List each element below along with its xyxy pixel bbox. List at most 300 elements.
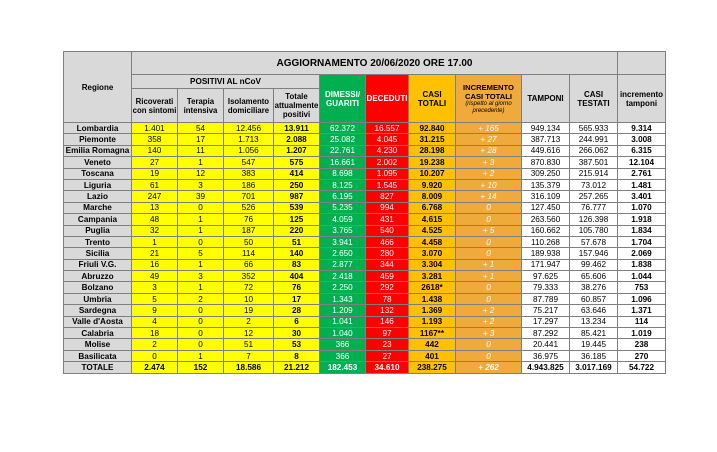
table-body [64, 123, 666, 374]
cell-inc: + 28 [456, 145, 522, 156]
cell-casi: 8.009 [409, 191, 456, 202]
header-incremento-tamponi: incremento tamponi [618, 75, 666, 123]
header-casi-totali: CASI TOTALI [409, 75, 456, 123]
cell-tot: 51 [274, 236, 320, 247]
cell-inc: 0 [456, 236, 522, 247]
cell-region: Trento [64, 236, 132, 247]
cell-test: 38.276 [570, 282, 618, 293]
cell-ter: 0 [178, 316, 224, 327]
cell-dim: 3.941 [320, 236, 366, 247]
cell-dec: 459 [366, 271, 409, 282]
cell-dim: 366 [320, 339, 366, 350]
cell-test: 63.646 [570, 305, 618, 316]
cell-ter: 17 [178, 134, 224, 145]
cell-tam: 20.441 [522, 339, 570, 350]
cell-region: Calabria [64, 328, 132, 339]
cell-casi: 9.920 [409, 179, 456, 190]
cell-region: Basilicata [64, 350, 132, 361]
cell-inct: 1.918 [618, 214, 666, 225]
cell-inct: 1.019 [618, 328, 666, 339]
cell-inc: + 2 [456, 316, 522, 327]
cell-tot: 2.088 [274, 134, 320, 145]
cell-tot: 575 [274, 157, 320, 168]
cell-dec: 1.095 [366, 168, 409, 179]
header-casi-testati: CASI TESTATI [570, 75, 618, 123]
cell-tam: 189.938 [522, 248, 570, 259]
cell-iso: 352 [224, 271, 274, 282]
table-row [64, 157, 666, 168]
cell-inct: 6.315 [618, 145, 666, 156]
cell-ter: 1 [178, 259, 224, 270]
table-row [64, 145, 666, 156]
cell-dim: 16.661 [320, 157, 366, 168]
cell-dec: 1.545 [366, 179, 409, 190]
cell-casi: 401 [409, 350, 456, 361]
cell-test: 266.062 [570, 145, 618, 156]
cell-ric: 21 [132, 248, 178, 259]
cell-iso: 2 [224, 316, 274, 327]
table-row [64, 236, 666, 247]
cell-tam: 449.616 [522, 145, 570, 156]
cell-inc: 0 [456, 248, 522, 259]
cell-inct: 3.401 [618, 191, 666, 202]
cell-tot: 539 [274, 202, 320, 213]
cell-tam: 97.625 [522, 271, 570, 282]
cell-inct: 753 [618, 282, 666, 293]
cell-tot: 83 [274, 259, 320, 270]
cell-dec: 78 [366, 293, 409, 304]
cell-inct: 238 [618, 339, 666, 350]
cell-casi: 10.207 [409, 168, 456, 179]
cell-iso: 66 [224, 259, 274, 270]
cell-inct: 9.314 [618, 123, 666, 134]
cell-ter: 39 [178, 191, 224, 202]
cell-iso: 186 [224, 179, 274, 190]
header-positivi: POSITIVI AL nCoV [132, 75, 320, 89]
cell-dec: 280 [366, 248, 409, 259]
cell-ric: 140 [132, 145, 178, 156]
table-row [64, 134, 666, 145]
cell-tot: 414 [274, 168, 320, 179]
cell-dec: 146 [366, 316, 409, 327]
cell-iso: 76 [224, 214, 274, 225]
cell-ter: 1 [178, 350, 224, 361]
cell-dec: 827 [366, 191, 409, 202]
cell-tam: 171.947 [522, 259, 570, 270]
cell-casi: 238.275 [409, 362, 456, 373]
table-row [64, 339, 666, 350]
header-ricoverati: Ricoverati con sintomi [132, 89, 178, 123]
cell-ric: 1 [132, 236, 178, 247]
cell-ric: 1.401 [132, 123, 178, 134]
cell-region: Piemonte [64, 134, 132, 145]
cell-dim: 1.343 [320, 293, 366, 304]
cell-ter: 1 [178, 225, 224, 236]
cell-dim: 8.698 [320, 168, 366, 179]
cell-ter: 152 [178, 362, 224, 373]
cell-iso: 1.713 [224, 134, 274, 145]
table-row [64, 328, 666, 339]
cell-dec: 540 [366, 225, 409, 236]
cell-dec: 994 [366, 202, 409, 213]
cell-dim: 366 [320, 350, 366, 361]
cell-inc: 0 [456, 293, 522, 304]
cell-dec: 2.002 [366, 157, 409, 168]
cell-dec: 27 [366, 350, 409, 361]
cell-dec: 34.610 [366, 362, 409, 373]
cell-tam: 316.109 [522, 191, 570, 202]
cell-tam: 87.292 [522, 328, 570, 339]
cell-casi: 1.193 [409, 316, 456, 327]
table-row [64, 214, 666, 225]
cell-region: Lazio [64, 191, 132, 202]
cell-ter: 5 [178, 248, 224, 259]
cell-ric: 48 [132, 214, 178, 225]
cell-test: 215.914 [570, 168, 618, 179]
cell-iso: 12.456 [224, 123, 274, 134]
cell-tam: 4.943.825 [522, 362, 570, 373]
cell-ter: 3 [178, 271, 224, 282]
cell-dim: 6.195 [320, 191, 366, 202]
table-row [64, 225, 666, 236]
cell-tot: 1.207 [274, 145, 320, 156]
cell-iso: 12 [224, 328, 274, 339]
cell-ter: 54 [178, 123, 224, 134]
cell-test: 19.445 [570, 339, 618, 350]
cell-tam: 135.379 [522, 179, 570, 190]
cell-region: Veneto [64, 157, 132, 168]
cell-casi: 31.215 [409, 134, 456, 145]
cell-tot: 53 [274, 339, 320, 350]
cell-dim: 2.418 [320, 271, 366, 282]
cell-test: 76.777 [570, 202, 618, 213]
cell-test: 36.185 [570, 350, 618, 361]
cell-ter: 12 [178, 168, 224, 179]
cell-dim: 1.209 [320, 305, 366, 316]
cell-tam: 110.268 [522, 236, 570, 247]
cell-ter: 0 [178, 339, 224, 350]
cell-ric: 4 [132, 316, 178, 327]
cell-casi: 1.438 [409, 293, 456, 304]
cell-inc: + 1 [456, 259, 522, 270]
cell-tot: 8 [274, 350, 320, 361]
cell-casi: 442 [409, 339, 456, 350]
cell-iso: 547 [224, 157, 274, 168]
cell-inct: 54.722 [618, 362, 666, 373]
data-table [63, 51, 666, 374]
cell-tam: 75.217 [522, 305, 570, 316]
header-incremento-label: INCREMENTO CASI TOTALI [463, 82, 514, 101]
cell-ric: 18 [132, 328, 178, 339]
cell-tot: 30 [274, 328, 320, 339]
cell-test: 3.017.169 [570, 362, 618, 373]
cell-iso: 18.586 [224, 362, 274, 373]
cell-ric: 5 [132, 293, 178, 304]
table-row [64, 282, 666, 293]
cell-tot: 250 [274, 179, 320, 190]
cell-dim: 25.082 [320, 134, 366, 145]
cell-ric: 358 [132, 134, 178, 145]
cell-ter: 0 [178, 305, 224, 316]
header-terapia: Terapia intensiva [178, 89, 224, 123]
header-dimessi: DIMESSI/ GUARITI [320, 75, 366, 123]
cell-inct: 2.069 [618, 248, 666, 259]
cell-inct: 1.481 [618, 179, 666, 190]
cell-inct: 1.371 [618, 305, 666, 316]
cell-test: 387.501 [570, 157, 618, 168]
cell-tot: 21.212 [274, 362, 320, 373]
cell-inc: + 27 [456, 134, 522, 145]
cell-dec: 23 [366, 339, 409, 350]
cell-casi: 3.070 [409, 248, 456, 259]
cell-region: Valle d'Aosta [64, 316, 132, 327]
cell-inct: 1.704 [618, 236, 666, 247]
cell-inc: 0 [456, 202, 522, 213]
cell-inc: + 3 [456, 157, 522, 168]
cell-ric: 61 [132, 179, 178, 190]
cell-inct: 1.096 [618, 293, 666, 304]
cell-dim: 62.372 [320, 123, 366, 134]
cell-casi: 28.198 [409, 145, 456, 156]
cell-iso: 701 [224, 191, 274, 202]
header-incremento [456, 75, 522, 123]
cell-dec: 466 [366, 236, 409, 247]
cell-tot: 987 [274, 191, 320, 202]
cell-ter: 1 [178, 282, 224, 293]
cell-test: 244.991 [570, 134, 618, 145]
table-row [64, 350, 666, 361]
cell-inc: + 5 [456, 225, 522, 236]
cell-inct: 1.838 [618, 259, 666, 270]
cell-ter: 0 [178, 202, 224, 213]
cell-tot: 76 [274, 282, 320, 293]
cell-region: Campania [64, 214, 132, 225]
cell-tot: 220 [274, 225, 320, 236]
cell-inc: + 10 [456, 179, 522, 190]
header-isolamento: Isolamento domiciliare [224, 89, 274, 123]
table-row [64, 248, 666, 259]
cell-casi: 3.304 [409, 259, 456, 270]
cell-inc: + 2 [456, 305, 522, 316]
cell-inc: 0 [456, 214, 522, 225]
cell-region: Molise [64, 339, 132, 350]
cell-iso: 51 [224, 339, 274, 350]
cell-region: Liguria [64, 179, 132, 190]
cell-tot: 125 [274, 214, 320, 225]
cell-region: Friuli V.G. [64, 259, 132, 270]
cell-ric: 32 [132, 225, 178, 236]
cell-tam: 160.662 [522, 225, 570, 236]
cell-dim: 4.059 [320, 214, 366, 225]
cell-tam: 870.830 [522, 157, 570, 168]
cell-dim: 182.453 [320, 362, 366, 373]
cell-dim: 1.040 [320, 328, 366, 339]
cell-ric: 247 [132, 191, 178, 202]
table-row [64, 191, 666, 202]
cell-tam: 79.333 [522, 282, 570, 293]
table-row [64, 179, 666, 190]
covid-report [63, 51, 666, 374]
cell-casi: 4.615 [409, 214, 456, 225]
cell-region: Lombardia [64, 123, 132, 134]
cell-tot: 404 [274, 271, 320, 282]
table-row [64, 293, 666, 304]
cell-dec: 4.230 [366, 145, 409, 156]
cell-dim: 2.250 [320, 282, 366, 293]
cell-tot: 17 [274, 293, 320, 304]
cell-tot: 13.911 [274, 123, 320, 134]
cell-tot: 140 [274, 248, 320, 259]
header-totale-positivi: Totale attualmente positivi [274, 89, 320, 123]
cell-test: 73.012 [570, 179, 618, 190]
cell-casi: 1167** [409, 328, 456, 339]
cell-dim: 22.761 [320, 145, 366, 156]
cell-dec: 132 [366, 305, 409, 316]
cell-region: Umbria [64, 293, 132, 304]
cell-tot: 6 [274, 316, 320, 327]
cell-region: TOTALE [64, 362, 132, 373]
cell-test: 257.265 [570, 191, 618, 202]
cell-iso: 50 [224, 236, 274, 247]
cell-region: Marche [64, 202, 132, 213]
report-title: AGGIORNAMENTO 20/06/2020 ORE 17.00 [132, 52, 618, 75]
cell-ter: 2 [178, 293, 224, 304]
cell-tam: 87.789 [522, 293, 570, 304]
cell-ric: 2 [132, 339, 178, 350]
cell-ric: 16 [132, 259, 178, 270]
cell-tot: 28 [274, 305, 320, 316]
cell-casi: 4.458 [409, 236, 456, 247]
cell-tam: 263.560 [522, 214, 570, 225]
cell-ric: 0 [132, 350, 178, 361]
cell-inc: 0 [456, 350, 522, 361]
cell-test: 565.933 [570, 123, 618, 134]
table-row [64, 202, 666, 213]
cell-ter: 3 [178, 179, 224, 190]
cell-casi: 1.369 [409, 305, 456, 316]
cell-ter: 0 [178, 236, 224, 247]
cell-inct: 1.070 [618, 202, 666, 213]
cell-inc: + 1 [456, 271, 522, 282]
cell-test: 126.398 [570, 214, 618, 225]
cell-inc: + 14 [456, 191, 522, 202]
table-row [64, 271, 666, 282]
cell-tam: 309.250 [522, 168, 570, 179]
cell-iso: 1.056 [224, 145, 274, 156]
cell-ter: 0 [178, 328, 224, 339]
cell-ter: 1 [178, 214, 224, 225]
cell-dec: 97 [366, 328, 409, 339]
cell-test: 157.946 [570, 248, 618, 259]
cell-ric: 19 [132, 168, 178, 179]
cell-tam: 949.134 [522, 123, 570, 134]
cell-casi: 19.238 [409, 157, 456, 168]
cell-inct: 1.044 [618, 271, 666, 282]
header-incremento-note: (rispetto al giorno precedente) [465, 100, 512, 114]
table-row [64, 123, 666, 134]
cell-casi: 4.525 [409, 225, 456, 236]
cell-ter: 1 [178, 157, 224, 168]
cell-inc: + 165 [456, 123, 522, 134]
table-row [64, 305, 666, 316]
header-tamponi: TAMPONI [522, 75, 570, 123]
cell-dec: 431 [366, 214, 409, 225]
cell-dec: 16.557 [366, 123, 409, 134]
cell-dec: 292 [366, 282, 409, 293]
cell-dec: 344 [366, 259, 409, 270]
cell-region: Toscana [64, 168, 132, 179]
cell-inct: 12.104 [618, 157, 666, 168]
table-row [64, 259, 666, 270]
cell-inc: + 2 [456, 168, 522, 179]
cell-dim: 2.650 [320, 248, 366, 259]
header-blank [618, 52, 666, 75]
cell-inct: 2.761 [618, 168, 666, 179]
table-row [64, 316, 666, 327]
header-deceduti: DECEDUTI [366, 75, 409, 123]
cell-test: 105.780 [570, 225, 618, 236]
cell-test: 13.234 [570, 316, 618, 327]
cell-ric: 49 [132, 271, 178, 282]
cell-inct: 114 [618, 316, 666, 327]
cell-inc: 0 [456, 339, 522, 350]
cell-iso: 19 [224, 305, 274, 316]
cell-test: 60.857 [570, 293, 618, 304]
cell-region: Bolzano [64, 282, 132, 293]
cell-inc: 0 [456, 282, 522, 293]
cell-iso: 7 [224, 350, 274, 361]
cell-inc: + 262 [456, 362, 522, 373]
cell-inct: 270 [618, 350, 666, 361]
cell-ric: 3 [132, 282, 178, 293]
cell-ric: 13 [132, 202, 178, 213]
cell-dim: 8.125 [320, 179, 366, 190]
cell-test: 57.678 [570, 236, 618, 247]
cell-tam: 17.297 [522, 316, 570, 327]
cell-region: Sicilia [64, 248, 132, 259]
cell-iso: 187 [224, 225, 274, 236]
cell-casi: 3.281 [409, 271, 456, 282]
cell-ric: 27 [132, 157, 178, 168]
cell-test: 65.606 [570, 271, 618, 282]
cell-region: Abruzzo [64, 271, 132, 282]
cell-dim: 1.041 [320, 316, 366, 327]
cell-ter: 11 [178, 145, 224, 156]
cell-iso: 526 [224, 202, 274, 213]
cell-iso: 72 [224, 282, 274, 293]
cell-test: 99.462 [570, 259, 618, 270]
cell-tam: 387.713 [522, 134, 570, 145]
cell-dim: 5.235 [320, 202, 366, 213]
cell-dec: 4.045 [366, 134, 409, 145]
cell-casi: 92.840 [409, 123, 456, 134]
header-regione: Regione [64, 52, 132, 123]
table-row [64, 168, 666, 179]
cell-inct: 3.008 [618, 134, 666, 145]
cell-test: 85.421 [570, 328, 618, 339]
cell-dim: 3.765 [320, 225, 366, 236]
cell-casi: 2618* [409, 282, 456, 293]
totals-row [64, 362, 666, 373]
cell-region: Sardegna [64, 305, 132, 316]
cell-inc: + 3 [456, 328, 522, 339]
cell-iso: 10 [224, 293, 274, 304]
cell-iso: 114 [224, 248, 274, 259]
cell-tam: 127.450 [522, 202, 570, 213]
cell-tam: 36.975 [522, 350, 570, 361]
cell-ric: 2.474 [132, 362, 178, 373]
cell-ric: 9 [132, 305, 178, 316]
